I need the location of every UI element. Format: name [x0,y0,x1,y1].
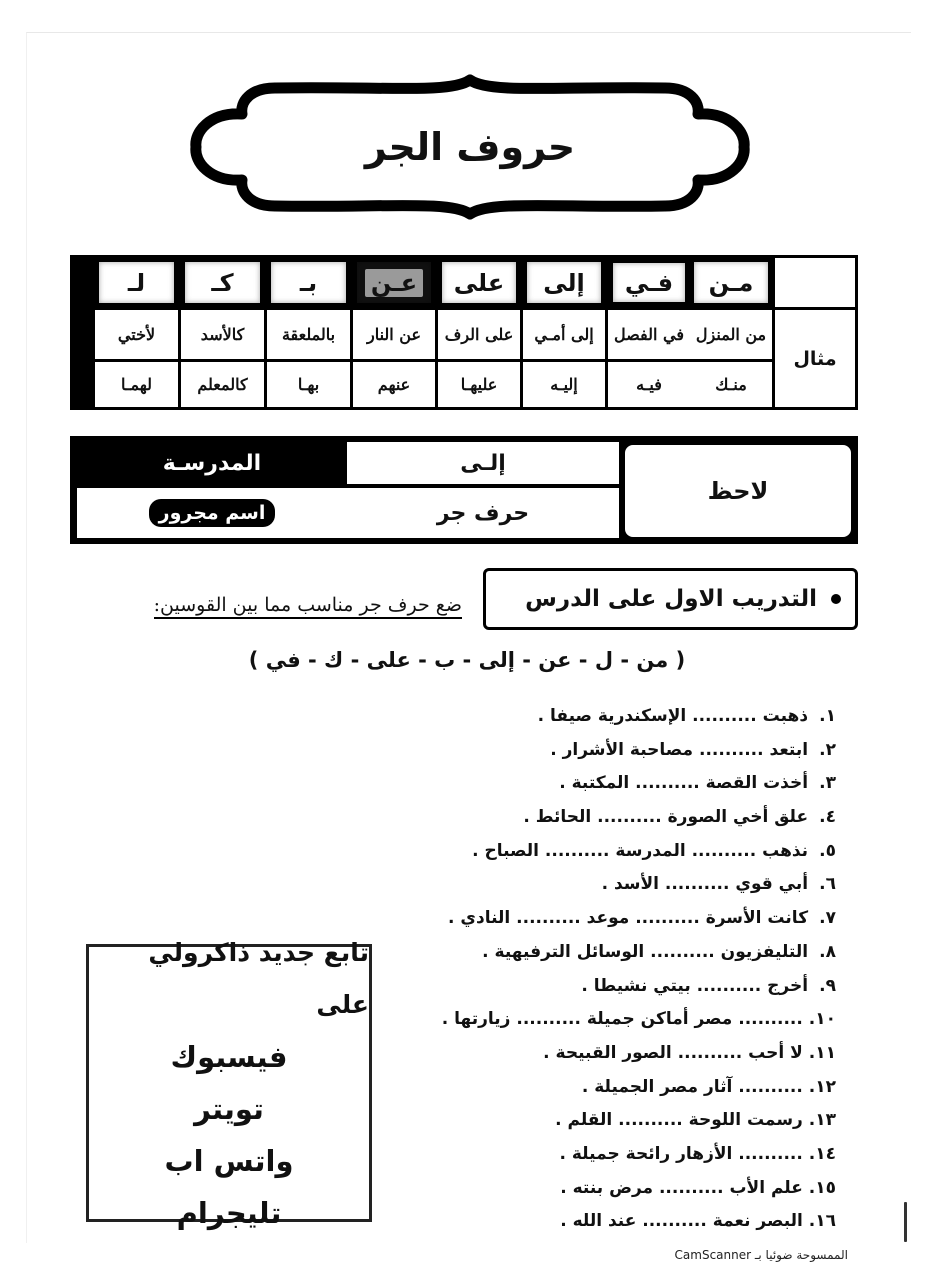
example-cell: عليهـا [438,362,520,407]
title-frame [180,72,760,222]
promo-line: واتس اب [164,1144,294,1178]
example-cell: على الرف [438,310,520,359]
list-item: ٨. التليفزيون .......... الوسائل الترفيهية . [482,941,836,962]
list-item: ٥. نذهب .......... المدرسة .......... الصباح . [472,840,836,861]
list-item: ١٦. البصر نعمة .......... عند الله . [560,1211,836,1232]
example-cell: من المنزل [690,310,772,359]
list-item: ٦. أبي قوي .......... الأسد . [601,874,836,895]
examples-row-1 [73,310,772,359]
example-cell: عنهم [353,362,435,407]
letter-cell-ka: كـ [181,258,264,307]
list-item: ١٥. علم الأب .......... مرض بنته . [560,1177,836,1198]
note-box [70,436,858,544]
camscanner-footer: الممسوحة ضوئيا بـ CamScanner [674,1248,848,1262]
exercise-heading: التدريب الاول على الدرس [525,586,817,612]
letter-cell-ila: إلى [523,258,605,307]
example-cell: إليـه [523,362,605,407]
exercise-choices: ( من - ل - عن - إلى - ب - على - ك - في ) [248,648,686,672]
promo-line: فيسبوك [170,1040,288,1074]
note-label: لاحظ [625,445,851,537]
promo-box [86,938,372,1230]
questions-list [442,700,836,1239]
list-item: ١٢. .......... آثار مصر الجميلة . [581,1076,836,1097]
letter-cell-an: عـن [353,258,435,307]
example-cell: كالمعلم [181,362,264,407]
list-item: ١٤. .......... الأزهار رائحة جميلة . [559,1143,836,1164]
letter-cell-ala: على [438,258,520,307]
examples-row-2 [73,362,772,407]
letters-header-row [73,258,772,307]
promo-line: تليجرام [176,1196,282,1230]
list-item: ١١. لا أحب .......... الصور القبيحة . [543,1042,836,1063]
letter-cell-fi: فـي [608,258,690,307]
note-noun-type [77,488,347,538]
letter-cell-min: مـن [690,258,772,307]
list-item: ٢. ابتعد .......... مصاحبة الأشرار . [550,739,836,760]
prepositions-table [70,255,858,410]
page-title: حروف الجر [364,125,576,169]
note-preposition-type: حرف جر [347,488,619,538]
list-item: ٣. أخذت القصة .......... المكتبة . [559,773,836,794]
bullet-icon [831,594,841,604]
list-item: ١. ذهبت .......... الإسكندرية صيفا . [537,706,836,726]
list-item: ١٣. رسمت اللوحة .......... القلم . [555,1110,836,1131]
example-cell: منـك [690,362,772,407]
example-cell: بالملعقة [267,310,350,359]
example-cell: كالأسد [181,310,264,359]
exercise-heading-box [483,568,858,630]
list-item: ٩. أخرج .......... بيتي نشيطا . [581,975,836,996]
example-cell: لهمـا [95,362,178,407]
note-noun-word: المدرسـة [77,442,347,484]
list-item: ٧. كانت الأسرة .......... موعد .......... النادي . [448,908,836,929]
letter-cell-ba: بـ [267,258,350,307]
noun-type-badge: اسم مجرور [149,499,276,527]
table-corner-cell [775,258,855,307]
promo-line: تويتر [194,1092,264,1126]
note-preposition-word: إلـى [347,442,619,484]
list-item: ٤. علق أخي الصورة .......... الحائط . [523,807,836,828]
promo-line: تابع جديد ذاكرولي على [148,938,369,1019]
example-label: مثال [775,310,855,407]
letter-cell-la: لـ [95,258,178,307]
example-cell: في الفصل [608,310,690,359]
example-cell: لأختي [95,310,178,359]
exercise-instruction: ضع حرف جر مناسب مما بين القوسين: [154,594,462,619]
list-item: ١٠. .......... مصر أماكن جميلة .......... زيارتها . [441,1009,836,1030]
example-cell: بهـا [267,362,350,407]
example-cell: إلى أمـي [523,310,605,359]
scan-artifact [904,1202,907,1242]
example-cell: عن النار [353,310,435,359]
example-cell: فيـه [608,362,690,407]
